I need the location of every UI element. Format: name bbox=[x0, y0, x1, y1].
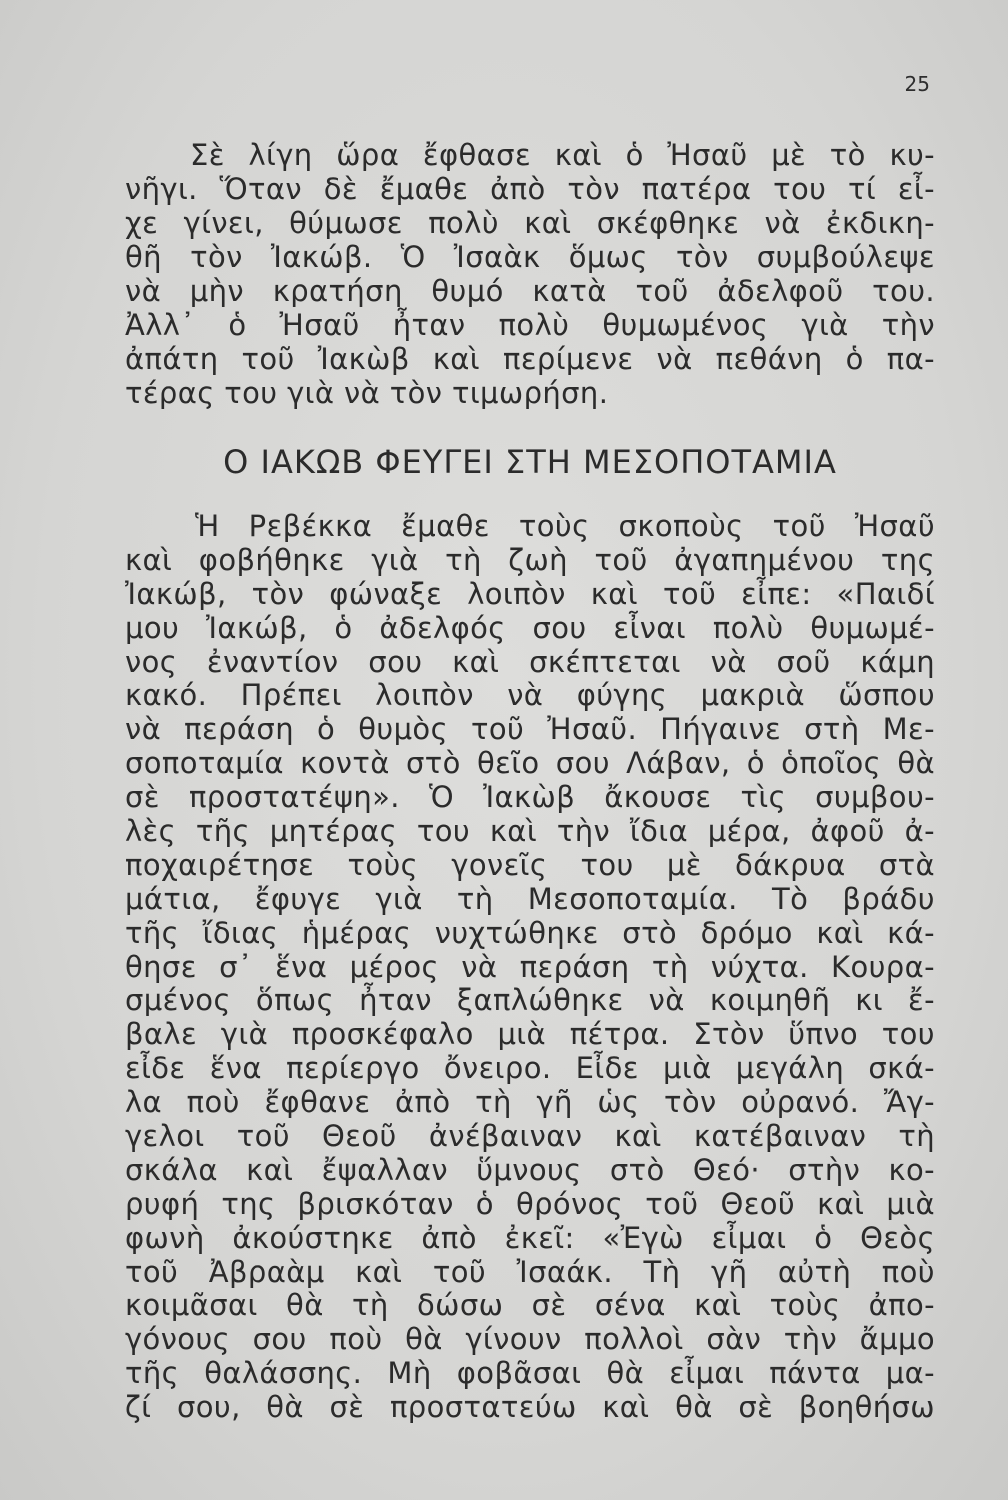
text-line: νῆγι. Ὅταν δὲ ἔμαθε ἀπὸ τὸν πατέρα του τί εἶ- bbox=[125, 172, 935, 206]
text-line: νὰ μὴν κρατήση θυμό κατὰ τοῦ ἀδελφοῦ του. bbox=[125, 274, 935, 308]
text-line: σὲ προστατέψη». Ὁ Ἰακὼβ ἄκουσε τὶς συμβου- bbox=[125, 780, 935, 815]
text-line: γελοι τοῦ Θεοῦ ἀνέβαιναν καὶ κατέβαιναν τὴ bbox=[125, 1119, 935, 1154]
text-line: μου Ἰακώβ, ὁ ἀδελφός σου εἶναι πολὺ θυμωμέ- bbox=[125, 610, 935, 645]
text-line: χε γίνει, θύμωσε πολὺ καὶ σκέφθηκε νὰ ἐκδικη- bbox=[125, 206, 935, 240]
text-line: βαλε γιὰ προσκέφαλο μιὰ πέτρα. Στὸν ὕπνο του bbox=[125, 1017, 935, 1052]
paragraph-1 bbox=[125, 138, 935, 410]
text-line: νος ἐναντίον σου καὶ σκέπτεται νὰ σοῦ κάμη bbox=[125, 644, 935, 679]
text-line: τῆς θαλάσσης. Μὴ φοβᾶσαι θὰ εἶμαι πάντα μα- bbox=[125, 1356, 935, 1391]
text-line: ἀπάτη τοῦ Ἰακὼβ καὶ περίμενε νὰ πεθάνη ὁ πα- bbox=[125, 342, 935, 376]
text-line: εἶδε ἕνα περίεργο ὄνειρο. Εἶδε μιὰ μεγάλη σκά- bbox=[125, 1051, 935, 1086]
text-line: λα ποὺ ἔφθανε ἀπὸ τὴ γῆ ὡς τὸν οὐρανό. Ἄγ- bbox=[125, 1085, 935, 1120]
text-line: φωνὴ ἀκούστηκε ἀπὸ ἐκεῖ: «Ἐγὼ εἶμαι ὁ Θεὸς bbox=[125, 1220, 935, 1255]
text-line: σκάλα καὶ ἔψαλλαν ὕμνους στὸ Θεό· στὴν κο- bbox=[125, 1152, 935, 1187]
text-line: λὲς τῆς μητέρας του καὶ τὴν ἴδια μέρα, ἀφοῦ ἀ- bbox=[125, 814, 935, 849]
text-line: μάτια, ἔφυγε γιὰ τὴ Μεσοποταμία. Τὸ βράδυ bbox=[125, 881, 935, 916]
text-line: ζί σου, θὰ σὲ προστατεύω καὶ θὰ σὲ βοηθήσω bbox=[125, 1390, 935, 1425]
text-line: θῆ τὸν Ἰακώβ. Ὁ Ἰσαὰκ ὅμως τὸν συμβούλεψε bbox=[125, 240, 935, 274]
text-line: γόνους σου ποὺ θὰ γίνουν πολλοὶ σὰν τὴν ἄμμο bbox=[125, 1322, 935, 1357]
paragraph-2 bbox=[125, 510, 935, 1425]
section-heading: Ο ΙΑΚΩΒ ΦΕΥΓΕΙ ΣΤΗ ΜΕΣΟΠΟΤΑΜΙΑ bbox=[223, 443, 837, 481]
text-line: τοῦ Ἀβραὰμ καὶ τοῦ Ἰσαάκ. Τὴ γῆ αὐτὴ ποὺ bbox=[125, 1254, 935, 1289]
text-line: κακό. Πρέπει λοιπὸν νὰ φύγης μακριὰ ὥσπου bbox=[125, 678, 935, 713]
text-line: κοιμᾶσαι θὰ τὴ δώσω σὲ σένα καὶ τοὺς ἀπο- bbox=[125, 1288, 935, 1323]
text-line: σμένος ὅπως ἦταν ξαπλώθηκε νὰ κοιμηθῆ κι ἔ- bbox=[125, 983, 935, 1018]
text-line: σοποταμία κοντὰ στὸ θεῖο σου Λάβαν, ὁ ὁποῖος θὰ bbox=[125, 746, 935, 781]
text-line: τέρας του γιὰ νὰ τὸν τιμωρήση. bbox=[125, 376, 609, 410]
text-line: τῆς ἴδιας ἡμέρας νυχτώθηκε στὸ δρόμο καὶ κά- bbox=[125, 915, 935, 950]
text-line: ρυφή της βρισκόταν ὁ θρόνος τοῦ Θεοῦ καὶ μιὰ bbox=[125, 1186, 935, 1221]
text-line: νὰ περάση ὁ θυμὸς τοῦ Ἠσαῦ. Πήγαινε στὴ Με- bbox=[125, 712, 935, 747]
text-line: Σὲ λίγη ὥρα ἔφθασε καὶ ὁ Ἠσαῦ μὲ τὸ κυ- bbox=[190, 138, 935, 172]
text-line: Ἰακώβ, τὸν φώναξε λοιπὸν καὶ τοῦ εἶπε: «Παιδί bbox=[125, 576, 935, 611]
text-line: Ἀλλ᾽ ὁ Ἠσαῦ ἦταν πολὺ θυμωμένος γιὰ τὴν bbox=[125, 308, 935, 342]
text-line: ποχαιρέτησε τοὺς γονεῖς του μὲ δάκρυα στὰ bbox=[125, 847, 935, 882]
text-line: καὶ φοβήθηκε γιὰ τὴ ζωὴ τοῦ ἀγαπημένου της bbox=[125, 542, 935, 577]
text-line: θησε σ᾽ ἕνα μέρος νὰ περάση τὴ νύχτα. Κουρα- bbox=[125, 949, 935, 984]
page-number: 25 bbox=[904, 72, 930, 96]
text-line: Ἡ Ρεβέκκα ἔμαθε τοὺς σκοποὺς τοῦ Ἠσαῦ bbox=[195, 509, 935, 543]
